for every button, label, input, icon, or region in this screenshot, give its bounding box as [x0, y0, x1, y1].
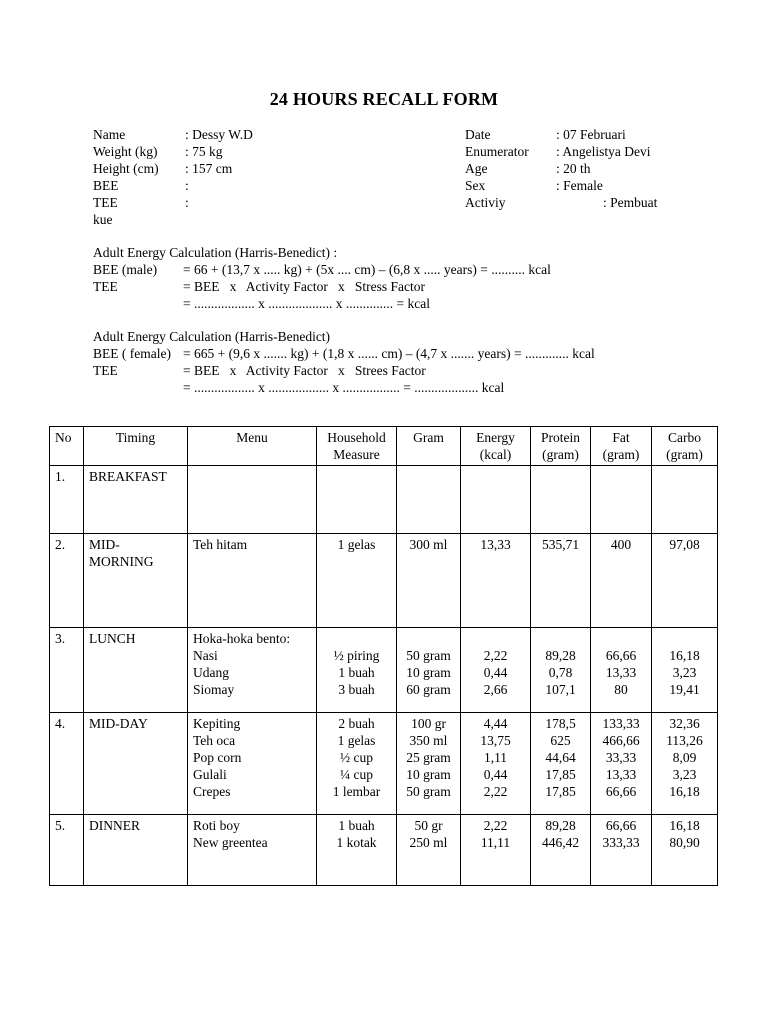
female-bee-formula: = 665 + (9,6 x ....... kg) + (1,8 x ...... cm) – (4,7 x ....... years) = ............. kcal	[183, 346, 595, 361]
cell-fat-line: 13,33	[605, 665, 637, 680]
header-gram: Gram	[397, 427, 461, 466]
cell-carbo-line: 32,36	[669, 716, 700, 731]
table-row	[50, 713, 718, 815]
cell-fat	[591, 628, 652, 713]
cell-gram-line: 250 ml	[409, 835, 448, 850]
sex-label: Sex	[465, 178, 486, 193]
cell-menu-line: Udang	[193, 665, 229, 680]
cell-timing	[84, 628, 188, 713]
cell-timing	[84, 534, 188, 628]
cell-fat	[591, 466, 652, 534]
header-carbo: Carbo (gram)	[652, 427, 718, 466]
enumerator-label: Enumerator	[465, 144, 529, 159]
cell-measure	[317, 534, 397, 628]
cell-energy-line: 11,11	[480, 835, 511, 850]
activity-label: Activiy	[465, 195, 506, 210]
header-household-measure: Household Measure	[317, 427, 397, 466]
cell-carbo-line: 19,41	[669, 682, 700, 697]
cell-gram	[397, 628, 461, 713]
cell-protein-line: 89,28	[545, 818, 576, 833]
cell-gram-line: 10 gram	[406, 767, 451, 782]
cell-gram-line: 25 gram	[406, 750, 451, 765]
cell-carbo-line	[657, 630, 712, 647]
cell-carbo-line: 3,23	[672, 665, 697, 680]
cell-measure	[317, 815, 397, 886]
header-no: No	[50, 427, 84, 466]
cell-measure-line: ¼ cup	[340, 767, 373, 782]
cell-protein	[531, 713, 591, 815]
age-label: Age	[465, 161, 488, 176]
activity-value: : Pembuat	[603, 195, 658, 210]
cell-energy-line: 13,75	[480, 733, 511, 748]
cell-timing-line: MORNING	[89, 554, 154, 569]
cell-menu	[188, 628, 317, 713]
male-tee-label: TEE	[93, 279, 118, 294]
cell-carbo	[652, 628, 718, 713]
cell-fat-line	[596, 630, 646, 647]
cell-energy-line: 2,22	[483, 784, 508, 799]
cell-gram-line: 50 gram	[406, 648, 451, 663]
cell-fat-line: 80	[614, 682, 628, 697]
date-value: : 07 Februari	[556, 127, 626, 142]
cell-protein-line: 44,64	[545, 750, 576, 765]
cell-energy-line: 0,44	[483, 665, 508, 680]
male-bee-formula: = 66 + (13,7 x ..... kg) + (5x .... cm) – (6,8 x ..... years) = .......... kcal	[183, 262, 551, 277]
cell-no	[50, 534, 84, 628]
cell-protein	[531, 466, 591, 534]
cell-gram-line	[402, 630, 455, 647]
cell-energy-line	[466, 630, 525, 647]
cell-fat-line: 66,66	[605, 648, 637, 663]
cell-fat-line: 66,66	[605, 818, 637, 833]
cell-measure-line: 2 buah	[338, 716, 375, 731]
cell-gram	[397, 713, 461, 815]
cell-gram-line: 350 ml	[409, 733, 448, 748]
cell-menu-line: Kepiting	[193, 716, 241, 731]
header-timing: Timing	[84, 427, 188, 466]
cell-carbo-line: 16,18	[669, 784, 700, 799]
cell-menu-line: Roti boy	[193, 818, 240, 833]
name-label: Name	[93, 127, 126, 142]
cell-timing	[84, 815, 188, 886]
cell-menu-line: New greentea	[193, 835, 268, 850]
table-row	[50, 628, 718, 713]
female-tee-calc: = .................. x .................. x ................. = ................... kcal	[183, 380, 505, 395]
cell-measure-line: ½ piring	[333, 648, 380, 663]
cell-carbo	[652, 466, 718, 534]
cell-carbo-line: 113,26	[666, 733, 703, 748]
cell-energy-line: 2,22	[483, 818, 508, 833]
cell-menu	[188, 534, 317, 628]
cell-gram	[397, 466, 461, 534]
cell-no-text: 3.	[55, 631, 66, 646]
cell-protein-line: 0,78	[548, 665, 573, 680]
cell-menu	[188, 815, 317, 886]
bee-value: :	[185, 178, 189, 193]
cell-energy	[461, 534, 531, 628]
weight-value: : 75 kg	[185, 144, 223, 159]
recall-table	[49, 426, 718, 886]
height-value: : 157 cm	[185, 161, 233, 176]
header-menu: Menu	[188, 427, 317, 466]
cell-protein-line	[536, 630, 585, 647]
cell-protein-line: 446,42	[541, 835, 580, 850]
tee-value: :	[185, 195, 189, 210]
cell-measure-line: 1 gelas	[337, 733, 376, 748]
cell-gram-line: 60 gram	[406, 682, 451, 697]
cell-gram-line: 50 gr	[414, 818, 443, 833]
cell-fat-line: 133,33	[602, 716, 640, 731]
cell-energy-line: 2,22	[483, 648, 508, 663]
female-tee-formula: = BEE x Activity Factor x Strees Factor	[183, 363, 426, 378]
table-header-row	[50, 427, 718, 466]
male-calc-heading: Adult Energy Calculation (Harris-Benedict) :	[93, 245, 338, 260]
cell-protein-line: 535,71	[541, 537, 580, 552]
cell-menu-line: Teh hitam	[193, 537, 248, 552]
cell-fat-line: 66,66	[605, 784, 637, 799]
cell-no	[50, 628, 84, 713]
cell-menu-line: Pop corn	[193, 750, 242, 765]
cell-measure-line	[322, 630, 391, 647]
cell-carbo-line: 8,09	[672, 750, 697, 765]
cell-energy-line: 1,11	[483, 750, 508, 765]
height-label: Height (cm)	[93, 161, 159, 176]
cell-menu-line: Crepes	[193, 784, 231, 799]
table-row	[50, 815, 718, 886]
cell-protein	[531, 534, 591, 628]
male-tee-calc: = .................. x ................... x .............. = kcal	[183, 296, 430, 311]
cell-protein-line: 89,28	[545, 648, 576, 663]
male-bee-label: BEE (male)	[93, 262, 158, 277]
cell-timing-line: DINNER	[89, 818, 140, 833]
cell-energy	[461, 628, 531, 713]
cell-gram-line: 100 gr	[411, 716, 446, 731]
cell-fat-line: 13,33	[605, 767, 637, 782]
cell-carbo-line: 3,23	[672, 767, 697, 782]
cell-no-text: 5.	[55, 818, 66, 833]
date-label: Date	[465, 127, 491, 142]
cell-energy-line: 4,44	[483, 716, 508, 731]
cell-fat-line: 466,66	[602, 733, 640, 748]
cell-carbo	[652, 713, 718, 815]
age-value: : 20 th	[556, 161, 591, 176]
cell-energy-line: 0,44	[483, 767, 508, 782]
cell-no	[50, 713, 84, 815]
tee-label: TEE	[93, 195, 118, 210]
cell-no-text: 4.	[55, 716, 66, 731]
cell-protein-line: 178,5	[545, 716, 576, 731]
cell-protein-line: 625	[550, 733, 571, 748]
cell-fat	[591, 534, 652, 628]
cell-measure-line: 1 lembar	[332, 784, 381, 799]
cell-fat-line: 333,33	[602, 835, 640, 850]
cell-timing-line: MID-	[89, 537, 120, 552]
header-fat: Fat (gram)	[591, 427, 652, 466]
cell-protein-line: 17,85	[545, 784, 576, 799]
table-row	[50, 534, 718, 628]
cell-menu-line: Hoka-hoka bento:	[193, 631, 291, 646]
activity-wrap: kue	[93, 212, 113, 227]
cell-carbo-line: 16,18	[669, 818, 700, 833]
cell-energy	[461, 815, 531, 886]
cell-gram	[397, 534, 461, 628]
bee-label: BEE	[93, 178, 119, 193]
cell-timing	[84, 466, 188, 534]
enumerator-value: : Angelistya Devi	[556, 144, 651, 159]
cell-protein-line: 17,85	[545, 767, 576, 782]
cell-measure-line: 1 gelas	[337, 537, 376, 552]
weight-label: Weight (kg)	[93, 144, 158, 159]
cell-gram	[397, 815, 461, 886]
cell-protein	[531, 628, 591, 713]
cell-carbo-line: 16,18	[669, 648, 700, 663]
cell-carbo	[652, 534, 718, 628]
cell-carbo	[652, 815, 718, 886]
cell-no-text: 2.	[55, 537, 66, 552]
cell-measure-line: ½ cup	[340, 750, 373, 765]
cell-protein	[531, 815, 591, 886]
header-energy: Energy (kcal)	[461, 427, 531, 466]
cell-measure-line: 1 buah	[338, 665, 375, 680]
cell-menu	[188, 713, 317, 815]
cell-no-text: 1.	[55, 469, 66, 484]
cell-no	[50, 815, 84, 886]
cell-timing-line: MID-DAY	[89, 716, 148, 731]
header-protein: Protein (gram)	[531, 427, 591, 466]
cell-fat-line: 400	[610, 537, 632, 552]
cell-fat-line: 33,33	[605, 750, 637, 765]
cell-carbo-line: 80,90	[669, 835, 700, 850]
cell-gram-line: 50 gram	[406, 784, 451, 799]
cell-timing	[84, 713, 188, 815]
cell-energy-line: 13,33	[480, 537, 511, 552]
cell-measure-line: 3 buah	[338, 682, 375, 697]
cell-gram-line: 300 ml	[409, 537, 448, 552]
cell-energy	[461, 713, 531, 815]
cell-no	[50, 466, 84, 534]
female-calc-heading: Adult Energy Calculation (Harris-Benedict)	[93, 329, 331, 344]
cell-energy-line: 2,66	[483, 682, 508, 697]
cell-measure	[317, 466, 397, 534]
cell-timing-line: LUNCH	[89, 631, 136, 646]
cell-fat	[591, 713, 652, 815]
female-bee-label: BEE ( female)	[93, 346, 171, 361]
cell-menu-line: Gulali	[193, 767, 227, 782]
cell-carbo-line: 97,08	[669, 537, 700, 552]
cell-measure-line: 1 buah	[338, 818, 375, 833]
cell-protein-line: 107,1	[545, 682, 576, 697]
cell-timing-line: BREAKFAST	[89, 469, 167, 484]
name-value: : Dessy W.D	[185, 127, 253, 142]
cell-measure	[317, 713, 397, 815]
cell-menu	[188, 466, 317, 534]
form-title: 24 HOURS RECALL FORM	[269, 89, 499, 109]
cell-fat	[591, 815, 652, 886]
male-tee-formula: = BEE x Activity Factor x Stress Factor	[183, 279, 425, 294]
cell-menu-line: Teh oca	[193, 733, 236, 748]
cell-measure	[317, 628, 397, 713]
cell-gram-line: 10 gram	[406, 665, 451, 680]
female-tee-label: TEE	[93, 363, 118, 378]
table-row	[50, 466, 718, 534]
cell-menu-line: Siomay	[193, 682, 235, 697]
cell-menu-line: Nasi	[193, 648, 218, 663]
sex-value: : Female	[556, 178, 603, 193]
cell-measure-line: 1 kotak	[336, 835, 377, 850]
cell-energy	[461, 466, 531, 534]
